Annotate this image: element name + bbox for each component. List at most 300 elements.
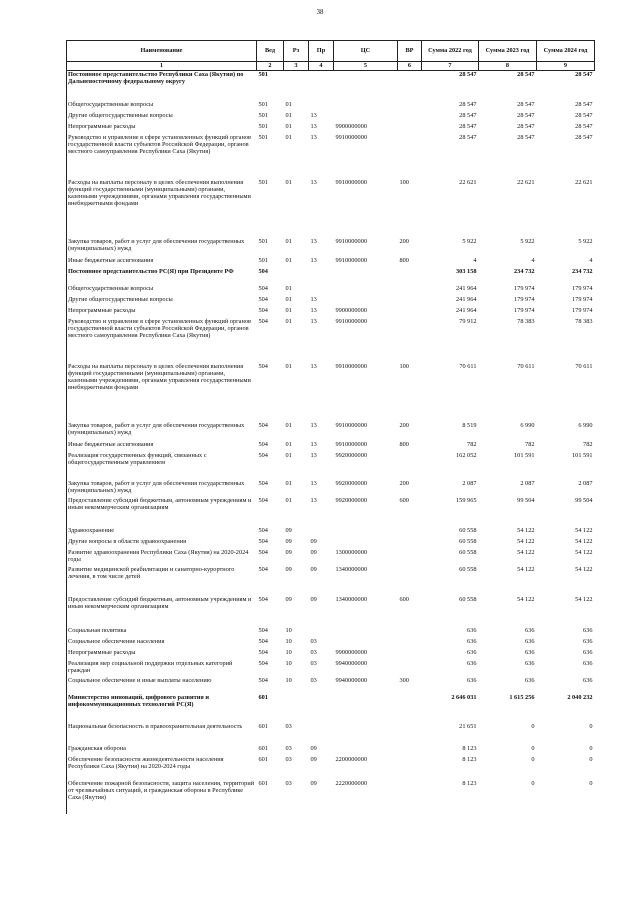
column-number: 7 bbox=[422, 62, 479, 71]
column-number: 3 bbox=[284, 62, 309, 71]
table-header bbox=[67, 41, 595, 71]
header-sum-2023: Сумма 2023 год bbox=[479, 41, 537, 62]
row-rz: 10 bbox=[285, 637, 292, 645]
row-sum-2023: 179 974 bbox=[514, 284, 535, 292]
row-cs bbox=[334, 745, 398, 756]
row-name: Здравоохранение bbox=[67, 527, 257, 538]
row-vr bbox=[398, 285, 422, 296]
row-sum-2022: 5 922 bbox=[462, 237, 477, 245]
row-rz: 01 bbox=[285, 284, 292, 292]
row-ved: 504 bbox=[258, 317, 268, 325]
row-sum-2022: 28 547 bbox=[459, 133, 477, 141]
row-rz: 01 bbox=[285, 306, 292, 314]
row-name: Непрограммные расходы bbox=[67, 123, 257, 134]
table-row bbox=[67, 549, 595, 566]
row-rz: 09 bbox=[285, 548, 292, 556]
row-rz: 09 bbox=[285, 565, 292, 573]
row-rz bbox=[284, 71, 309, 101]
row-ved: 504 bbox=[258, 451, 268, 459]
row-ved: 601 bbox=[258, 744, 268, 752]
row-pr: 03 bbox=[310, 648, 317, 656]
table-row bbox=[67, 497, 595, 527]
row-rz: 01 bbox=[285, 100, 292, 108]
row-ved: 504 bbox=[258, 648, 268, 656]
row-vr bbox=[398, 452, 422, 480]
row-ved: 504 bbox=[258, 496, 268, 504]
row-rz: 10 bbox=[285, 676, 292, 684]
row-vr bbox=[398, 101, 422, 112]
row-pr: 13 bbox=[310, 178, 317, 186]
row-ved: 504 bbox=[258, 595, 268, 603]
row-vr: 300 bbox=[399, 676, 409, 684]
row-name: Предоставление субсидий бюджетным, автономным учреждениям и иным некоммерческим организациям bbox=[67, 596, 257, 627]
row-sum-2022: 21 651 bbox=[459, 722, 477, 730]
row-sum-2023: 28 547 bbox=[517, 133, 535, 141]
row-sum-2022: 636 bbox=[467, 626, 477, 634]
row-sum-2022: 28 547 bbox=[459, 100, 477, 108]
row-ved: 501 bbox=[258, 111, 268, 119]
row-pr: 09 bbox=[310, 537, 317, 545]
table-row bbox=[67, 179, 595, 238]
row-vr bbox=[398, 134, 422, 179]
row-sum-2022: 2 646 031 bbox=[451, 693, 477, 701]
row-ved: 501 bbox=[258, 237, 268, 245]
row-sum-2023: 54 122 bbox=[517, 548, 535, 556]
column-number: 9 bbox=[537, 62, 595, 71]
row-name: Развитие медицинской реабилитации и санаторно-курортного лечения, в том числе детей bbox=[67, 566, 257, 596]
row-pr: 13 bbox=[310, 479, 317, 487]
row-sum-2024: 4 bbox=[589, 256, 593, 264]
row-sum-2022: 162 052 bbox=[456, 451, 477, 459]
column-number: 4 bbox=[309, 62, 334, 71]
row-rz: 10 bbox=[285, 659, 292, 667]
row-pr: 13 bbox=[310, 362, 317, 370]
header-name: Наименование bbox=[67, 41, 257, 62]
row-sum-2022: 60 558 bbox=[459, 526, 477, 534]
row-sum-2023: 99 504 bbox=[517, 496, 535, 504]
row-pr bbox=[309, 694, 334, 723]
row-ved: 504 bbox=[258, 306, 268, 314]
row-sum-2022: 60 558 bbox=[459, 565, 477, 573]
row-sum-2022: 241 964 bbox=[456, 295, 477, 303]
row-sum-2023: 28 547 bbox=[479, 71, 537, 101]
row-sum-2023: 636 bbox=[525, 637, 535, 645]
row-sum-2023: 2 087 bbox=[520, 479, 535, 487]
row-ved: 601 bbox=[258, 779, 268, 787]
row-sum-2023: 28 547 bbox=[517, 122, 535, 130]
row-sum-2024: 636 bbox=[583, 676, 593, 684]
row-ved: 601 bbox=[258, 722, 268, 730]
table-row bbox=[67, 480, 595, 497]
row-sum-2024: 101 591 bbox=[572, 451, 593, 459]
row-ved: 504 bbox=[258, 284, 268, 292]
row-rz: 01 bbox=[285, 178, 292, 186]
row-ved: 601 bbox=[258, 755, 268, 763]
row-ved: 504 bbox=[258, 526, 268, 534]
row-name: Социальное обеспечение и иные выплаты населению bbox=[67, 677, 257, 694]
row-ved: 504 bbox=[258, 637, 268, 645]
row-pr bbox=[309, 71, 334, 101]
row-ved: 504 bbox=[258, 295, 268, 303]
row-sum-2024: 0 bbox=[589, 755, 593, 763]
row-cs: 1340000000 bbox=[335, 565, 367, 573]
header-row bbox=[67, 41, 595, 62]
row-sum-2023: 0 bbox=[531, 779, 535, 787]
row-sum-2023: 70 611 bbox=[517, 362, 535, 370]
row-sum-2022: 636 bbox=[467, 676, 477, 684]
row-rz: 10 bbox=[285, 626, 292, 634]
table-row bbox=[67, 441, 595, 452]
row-cs: 9900000000 bbox=[335, 122, 367, 130]
row-cs bbox=[334, 101, 398, 112]
row-rz: 01 bbox=[285, 317, 292, 325]
row-pr: 13 bbox=[310, 421, 317, 429]
row-rz: 01 bbox=[285, 111, 292, 119]
row-ved: 501 bbox=[258, 122, 268, 130]
budget-table bbox=[66, 40, 595, 814]
row-pr: 13 bbox=[310, 237, 317, 245]
row-ved: 504 bbox=[258, 537, 268, 545]
row-rz: 01 bbox=[285, 362, 292, 370]
row-rz: 01 bbox=[285, 256, 292, 264]
row-sum-2022: 8 123 bbox=[462, 779, 477, 787]
row-cs: 1300000000 bbox=[335, 548, 367, 556]
column-number-row bbox=[67, 62, 595, 71]
row-cs: 9910000000 bbox=[335, 237, 367, 245]
row-sum-2023: 6 990 bbox=[520, 421, 535, 429]
row-pr bbox=[309, 268, 334, 285]
row-pr: 03 bbox=[310, 659, 317, 667]
row-sum-2022: 2 087 bbox=[462, 479, 477, 487]
row-sum-2022: 70 611 bbox=[459, 362, 477, 370]
row-sum-2024: 179 974 bbox=[572, 295, 593, 303]
row-vr bbox=[398, 296, 422, 307]
row-sum-2024: 78 383 bbox=[575, 317, 593, 325]
table-row bbox=[67, 363, 595, 422]
row-cs: 9900000000 bbox=[335, 306, 367, 314]
row-name: Реализация мер социальной поддержки отдельных категорий граждан bbox=[67, 660, 257, 677]
row-name: Национальная безопасность и правоохранительная деятельность bbox=[67, 723, 257, 745]
row-sum-2024: 54 122 bbox=[575, 526, 593, 534]
table-row bbox=[67, 101, 595, 112]
row-ved: 501 bbox=[257, 71, 284, 101]
row-cs: 9910000000 bbox=[335, 362, 367, 370]
row-ved: 501 bbox=[258, 178, 268, 186]
row-name: Обеспечение пожарной безопасности, защита населения, территорий от чрезвычайных ситуаций, и гражданская оборона в Республике Саха (Якутия) bbox=[67, 780, 257, 814]
row-sum-2024: 179 974 bbox=[572, 306, 593, 314]
row-ved: 501 bbox=[258, 256, 268, 264]
row-name: Другие вопросы в области здравоохранения bbox=[67, 538, 257, 549]
row-sum-2022: 782 bbox=[467, 440, 477, 448]
row-sum-2023: 179 974 bbox=[514, 306, 535, 314]
row-sum-2024: 6 990 bbox=[578, 421, 593, 429]
row-sum-2022: 636 bbox=[467, 648, 477, 656]
row-sum-2024: 234 732 bbox=[572, 267, 593, 275]
row-pr: 13 bbox=[310, 295, 317, 303]
table-row bbox=[67, 677, 595, 694]
table-body bbox=[67, 71, 595, 814]
table-row bbox=[67, 257, 595, 268]
row-rz: 09 bbox=[285, 537, 292, 545]
row-vr bbox=[398, 649, 422, 660]
header-sum-2024: Сумма 2024 год bbox=[537, 41, 595, 62]
row-pr: 09 bbox=[310, 755, 317, 763]
row-vr: 200 bbox=[399, 421, 409, 429]
table-row bbox=[67, 318, 595, 363]
row-pr bbox=[309, 627, 334, 638]
row-rz: 03 bbox=[285, 744, 292, 752]
row-sum-2022: 28 547 bbox=[459, 111, 477, 119]
row-sum-2023: 54 122 bbox=[517, 595, 535, 603]
row-rz: 01 bbox=[285, 440, 292, 448]
row-pr: 09 bbox=[310, 595, 317, 603]
row-vr: 100 bbox=[399, 362, 409, 370]
row-vr: 800 bbox=[399, 440, 409, 448]
row-ved: 504 bbox=[258, 267, 268, 275]
table-row bbox=[67, 638, 595, 649]
row-cs: 9940000000 bbox=[335, 659, 367, 667]
row-sum-2023: 1 615 256 bbox=[509, 693, 535, 701]
row-rz: 01 bbox=[285, 496, 292, 504]
row-sum-2024: 22 621 bbox=[575, 178, 593, 186]
row-cs bbox=[334, 538, 398, 549]
row-vr bbox=[398, 627, 422, 638]
table-row bbox=[67, 566, 595, 596]
row-ved: 601 bbox=[258, 693, 268, 701]
row-sum-2023: 54 122 bbox=[517, 537, 535, 545]
column-number: 1 bbox=[67, 62, 257, 71]
row-sum-2023: 0 bbox=[531, 722, 535, 730]
row-sum-2023: 636 bbox=[525, 676, 535, 684]
row-cs: 1340000000 bbox=[335, 595, 367, 603]
row-pr: 09 bbox=[310, 744, 317, 752]
row-sum-2024: 2 040 232 bbox=[567, 693, 593, 701]
row-sum-2022: 60 558 bbox=[459, 548, 477, 556]
row-sum-2022: 60 558 bbox=[459, 537, 477, 545]
row-cs bbox=[334, 527, 398, 538]
row-sum-2024: 99 504 bbox=[575, 496, 593, 504]
row-rz: 10 bbox=[285, 648, 292, 656]
table-row bbox=[67, 452, 595, 480]
table-row bbox=[67, 296, 595, 307]
row-rz: 09 bbox=[285, 595, 292, 603]
row-sum-2022: 79 912 bbox=[459, 317, 477, 325]
row-name: Реализация государственных функций, связанных с общегосударственным управлением bbox=[67, 452, 257, 480]
table-row bbox=[67, 694, 595, 723]
row-sum-2024: 636 bbox=[583, 626, 593, 634]
row-sum-2023: 28 547 bbox=[517, 100, 535, 108]
row-sum-2024: 5 922 bbox=[578, 237, 593, 245]
row-cs: 9910000000 bbox=[335, 178, 367, 186]
row-vr bbox=[398, 694, 422, 723]
row-sum-2024: 28 547 bbox=[575, 111, 593, 119]
row-name: Иные бюджетные ассигнования bbox=[67, 257, 257, 268]
header-pr: Пр bbox=[309, 41, 334, 62]
table-row bbox=[67, 538, 595, 549]
row-pr bbox=[309, 527, 334, 538]
row-ved: 504 bbox=[258, 479, 268, 487]
column-number: 5 bbox=[334, 62, 398, 71]
row-vr bbox=[398, 780, 422, 814]
header-rz: Рз bbox=[284, 41, 309, 62]
row-vr: 100 bbox=[399, 178, 409, 186]
row-sum-2022: 60 558 bbox=[459, 595, 477, 603]
row-rz: 09 bbox=[285, 526, 292, 534]
row-sum-2022: 241 964 bbox=[456, 284, 477, 292]
row-sum-2023: 179 974 bbox=[514, 295, 535, 303]
row-sum-2023: 54 122 bbox=[517, 565, 535, 573]
row-sum-2023: 636 bbox=[525, 659, 535, 667]
row-sum-2022: 8 123 bbox=[462, 744, 477, 752]
row-name: Общегосударственные вопросы bbox=[67, 285, 257, 296]
row-vr bbox=[398, 549, 422, 566]
row-pr: 13 bbox=[310, 306, 317, 314]
row-name: Иные бюджетные ассигнования bbox=[67, 441, 257, 452]
row-pr: 13 bbox=[310, 440, 317, 448]
row-name: Социальное обеспечение населения bbox=[67, 638, 257, 649]
row-cs bbox=[334, 723, 398, 745]
row-name: Другие общегосударственные вопросы bbox=[67, 296, 257, 307]
column-number: 2 bbox=[257, 62, 284, 71]
row-sum-2023: 0 bbox=[531, 755, 535, 763]
row-sum-2024: 54 122 bbox=[575, 548, 593, 556]
row-vr bbox=[398, 756, 422, 780]
row-pr: 09 bbox=[310, 548, 317, 556]
row-ved: 504 bbox=[258, 676, 268, 684]
row-sum-2022: 636 bbox=[467, 659, 477, 667]
column-number: 6 bbox=[398, 62, 422, 71]
row-rz: 01 bbox=[285, 479, 292, 487]
row-rz: 03 bbox=[285, 722, 292, 730]
row-cs: 9940000000 bbox=[335, 676, 367, 684]
row-cs bbox=[334, 112, 398, 123]
row-sum-2023: 5 922 bbox=[520, 237, 535, 245]
row-vr bbox=[398, 123, 422, 134]
row-sum-2024: 0 bbox=[589, 722, 593, 730]
row-sum-2023: 22 621 bbox=[517, 178, 535, 186]
table-row bbox=[67, 745, 595, 756]
row-cs bbox=[334, 627, 398, 638]
row-ved: 504 bbox=[258, 440, 268, 448]
row-sum-2023: 4 bbox=[531, 256, 535, 264]
row-vr bbox=[398, 660, 422, 677]
row-vr bbox=[398, 71, 422, 101]
table-row bbox=[67, 649, 595, 660]
row-rz: 01 bbox=[285, 295, 292, 303]
row-cs: 9920000000 bbox=[335, 496, 367, 504]
row-ved: 504 bbox=[258, 362, 268, 370]
row-pr: 03 bbox=[310, 676, 317, 684]
row-sum-2022: 4 bbox=[473, 256, 477, 264]
row-cs bbox=[334, 285, 398, 296]
row-name: Обеспечение безопасности жизнедеятельности населения Республики Саха (Якутия) на 2020-2024 годы bbox=[67, 756, 257, 780]
row-name: Развитие здравоохранения Республики Саха (Якутия) на 2020-2024 годы bbox=[67, 549, 257, 566]
row-cs: 2220000000 bbox=[335, 779, 367, 787]
row-vr bbox=[398, 638, 422, 649]
row-cs: 9910000000 bbox=[335, 440, 367, 448]
table-row bbox=[67, 596, 595, 627]
row-sum-2022: 22 621 bbox=[459, 178, 477, 186]
row-ved: 504 bbox=[258, 565, 268, 573]
row-name: Социальная политика bbox=[67, 627, 257, 638]
row-sum-2024: 179 974 bbox=[572, 284, 593, 292]
row-pr bbox=[309, 285, 334, 296]
row-pr: 03 bbox=[310, 637, 317, 645]
row-vr: 200 bbox=[399, 237, 409, 245]
row-name: Постоянное представительство РС(Я) при Президенте РФ bbox=[67, 268, 257, 285]
row-name: Руководство и управление в сфере установленных функций органов государственной власти субъектов Российской Федерации, органов местного самоуправления Республики Саха (Якутия) bbox=[67, 318, 257, 363]
row-cs bbox=[334, 268, 398, 285]
row-cs: 2200000000 bbox=[335, 755, 367, 763]
row-sum-2024: 0 bbox=[589, 779, 593, 787]
row-sum-2024: 54 122 bbox=[575, 595, 593, 603]
table-row bbox=[67, 268, 595, 285]
row-rz: 01 bbox=[285, 133, 292, 141]
row-vr: 800 bbox=[399, 256, 409, 264]
row-cs bbox=[334, 638, 398, 649]
row-name: Общегосударственные вопросы bbox=[67, 101, 257, 112]
row-sum-2023: 782 bbox=[525, 440, 535, 448]
table-row bbox=[67, 723, 595, 745]
row-sum-2024: 28 547 bbox=[537, 71, 595, 101]
table-row bbox=[67, 780, 595, 814]
table-row bbox=[67, 422, 595, 441]
row-sum-2023: 636 bbox=[525, 648, 535, 656]
row-ved: 504 bbox=[258, 659, 268, 667]
column-number: 8 bbox=[479, 62, 537, 71]
row-sum-2024: 28 547 bbox=[575, 122, 593, 130]
header-vr: ВР bbox=[398, 41, 422, 62]
row-ved: 504 bbox=[258, 626, 268, 634]
row-pr: 13 bbox=[310, 111, 317, 119]
header-cs: ЦС bbox=[334, 41, 398, 62]
row-sum-2024: 636 bbox=[583, 659, 593, 667]
row-sum-2022: 28 547 bbox=[422, 71, 479, 101]
row-sum-2022: 241 964 bbox=[456, 306, 477, 314]
row-rz bbox=[284, 694, 309, 723]
row-ved: 504 bbox=[258, 548, 268, 556]
row-sum-2024: 782 bbox=[583, 440, 593, 448]
row-name: Закупка товаров, работ и услуг для обеспечения государственных (муниципальных) нужд bbox=[67, 238, 257, 257]
row-vr bbox=[398, 538, 422, 549]
row-pr: 09 bbox=[310, 565, 317, 573]
row-ved: 501 bbox=[258, 133, 268, 141]
table-row bbox=[67, 307, 595, 318]
row-name: Гражданская оборона bbox=[67, 745, 257, 756]
row-vr: 600 bbox=[399, 595, 409, 603]
row-vr bbox=[398, 745, 422, 756]
row-cs: 9910000000 bbox=[335, 421, 367, 429]
row-sum-2024: 54 122 bbox=[575, 537, 593, 545]
table-row bbox=[67, 134, 595, 179]
table-row bbox=[67, 660, 595, 677]
row-pr: 13 bbox=[310, 133, 317, 141]
row-rz: 01 bbox=[285, 421, 292, 429]
row-name: Расходы на выплаты персоналу в целях обеспечения выполнения функций государственными (муниципальными) органами, казенными учреждениями, органами управления государственными внебюджетными фондами bbox=[67, 363, 257, 422]
row-sum-2022: 303 158 bbox=[456, 267, 477, 275]
row-name: Министерство инноваций, цифрового развития и инфокоммуникационных технологий РС(Я) bbox=[67, 694, 257, 723]
row-sum-2022: 28 547 bbox=[459, 122, 477, 130]
header-sum-2022: Сумма 2022 год bbox=[422, 41, 479, 62]
row-cs bbox=[334, 296, 398, 307]
row-sum-2024: 70 611 bbox=[575, 362, 593, 370]
row-pr bbox=[309, 101, 334, 112]
row-sum-2024: 2 087 bbox=[578, 479, 593, 487]
row-vr bbox=[398, 723, 422, 745]
row-ved: 504 bbox=[258, 421, 268, 429]
row-rz bbox=[284, 268, 309, 285]
row-sum-2023: 0 bbox=[531, 744, 535, 752]
